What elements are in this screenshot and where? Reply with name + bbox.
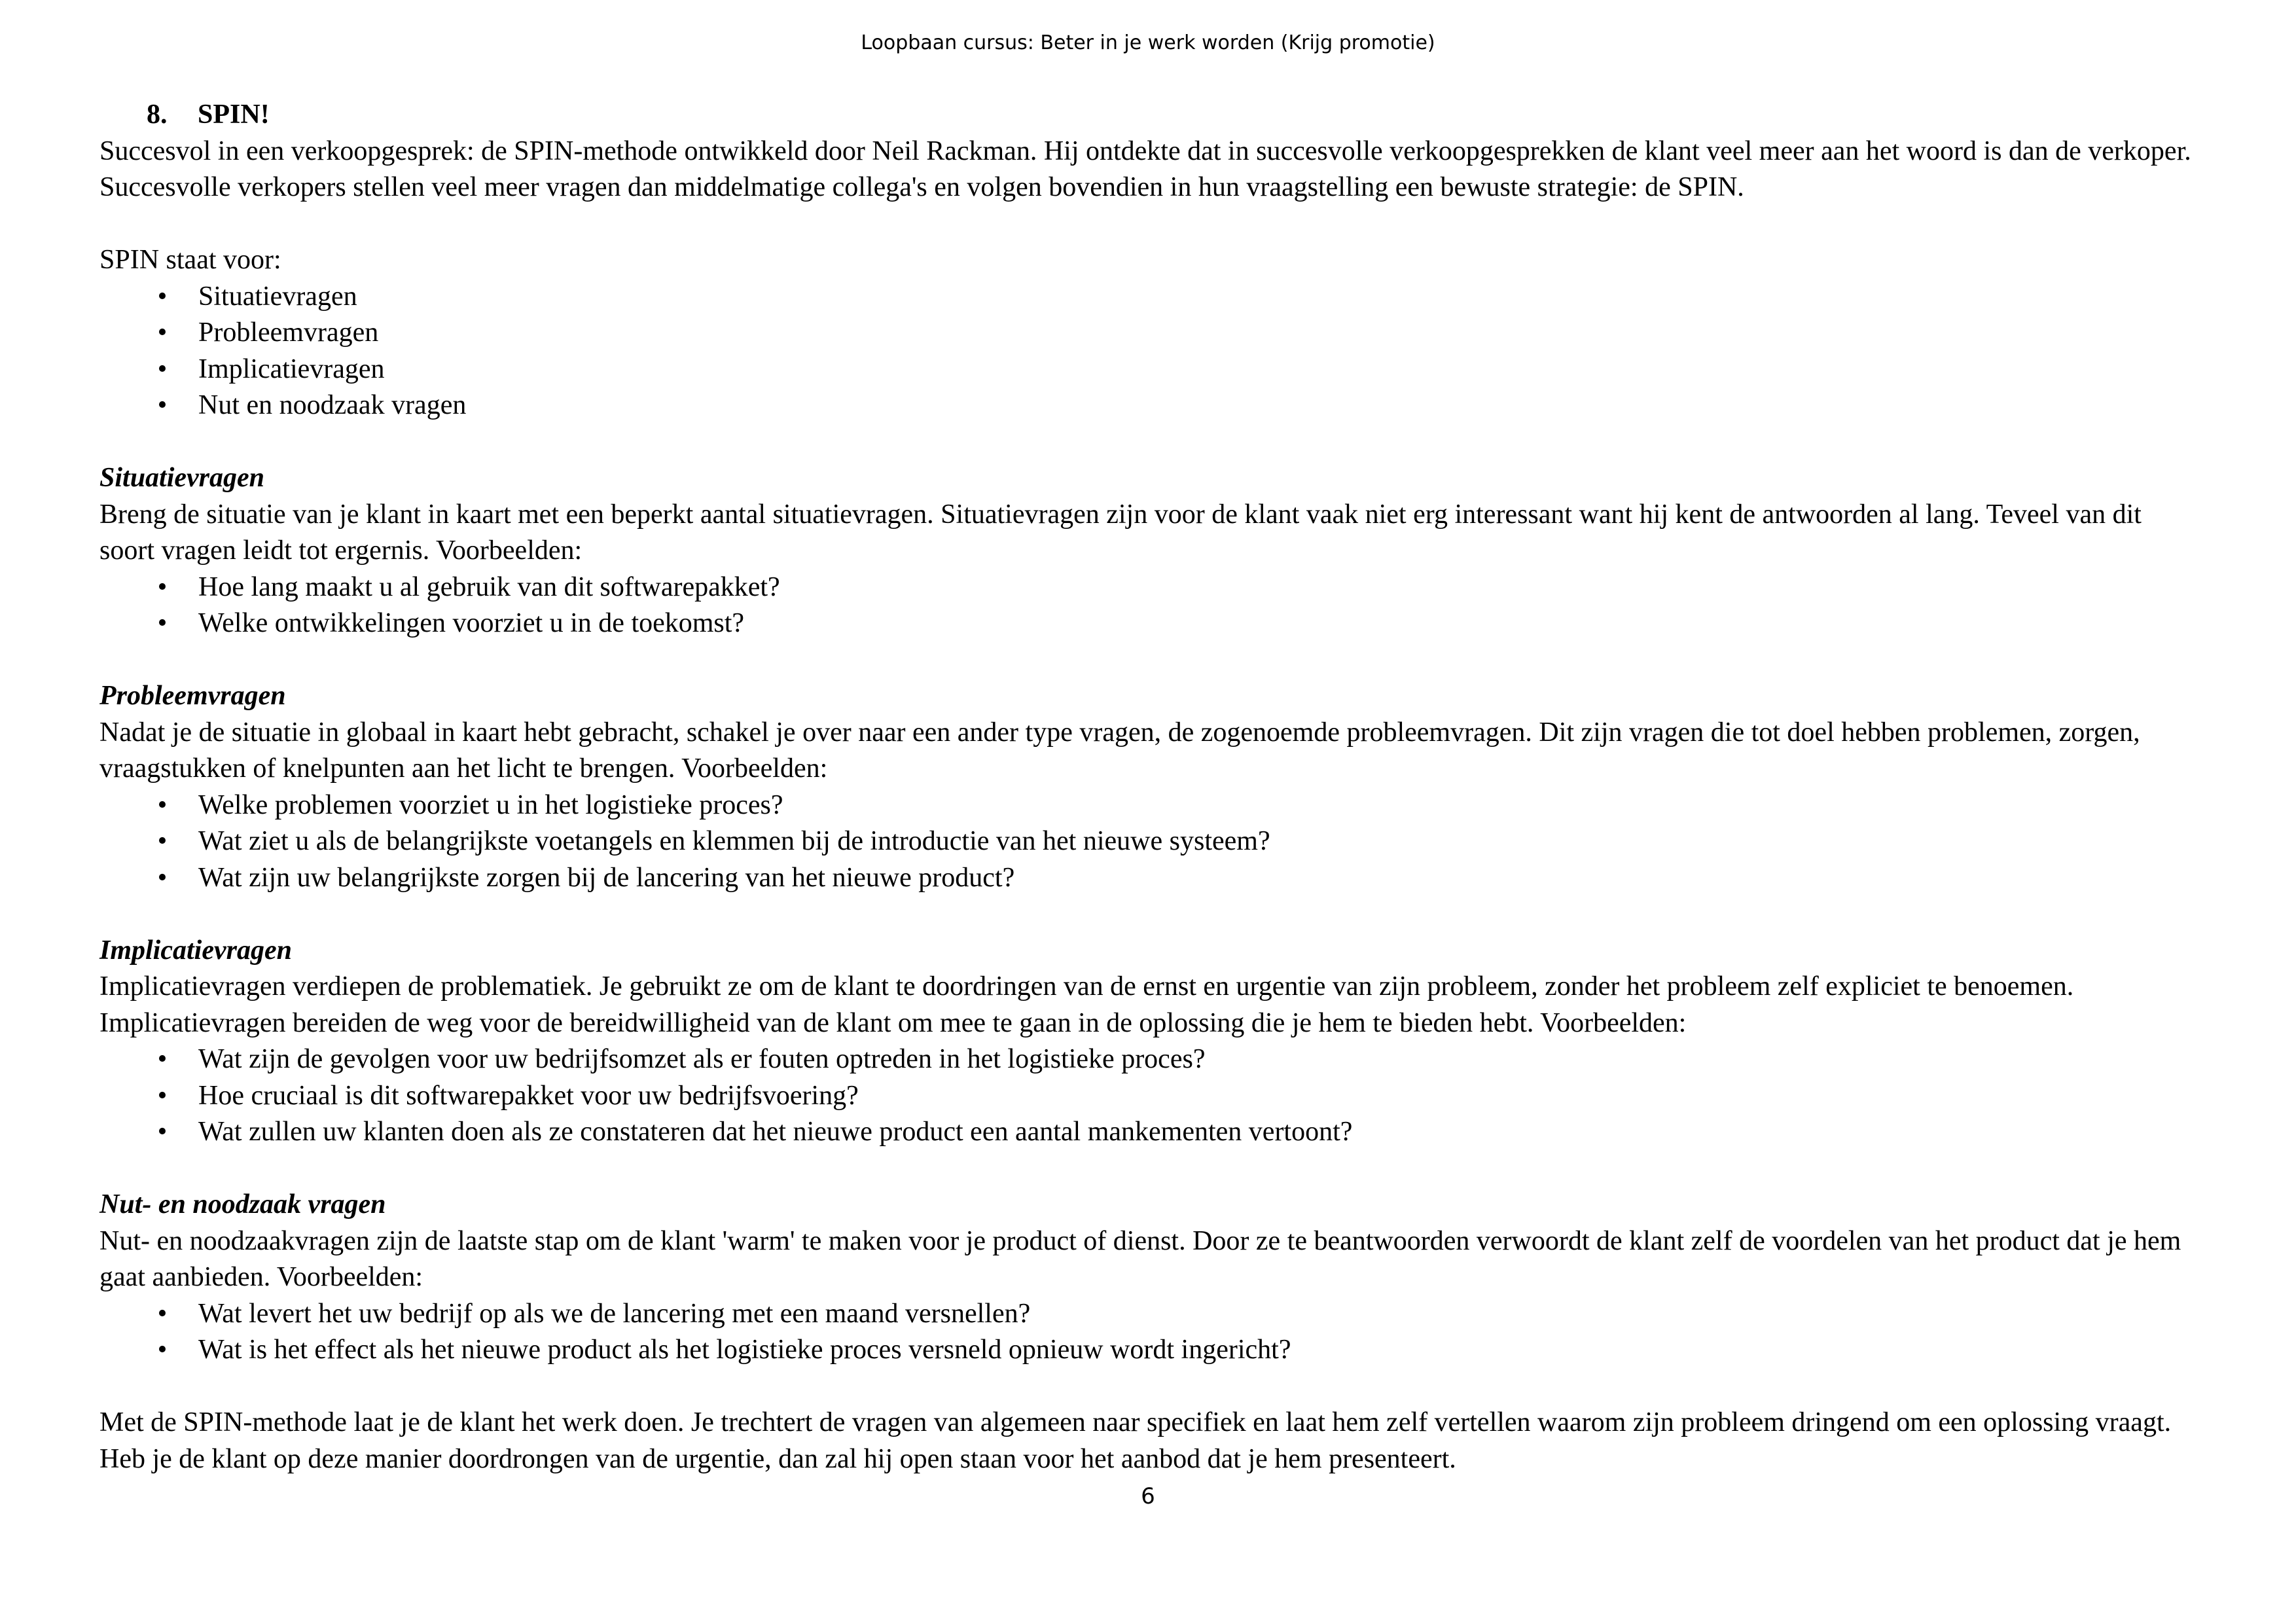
section-title: SPIN!	[198, 99, 270, 130]
spacer	[99, 424, 2194, 461]
subsection-heading: Probleemvragen	[99, 681, 286, 711]
bullet-icon: •	[157, 789, 168, 820]
list-item-text: Wat levert het uw bedrijf op als we de lancering met een maand versnellen?	[198, 1298, 1031, 1329]
subsection-body: Implicatievragen verdiepen de problematiek. Je gebruikt ze om de klant te doordringen van de ernst en urgentie van zijn probleem, zonder het probleem zelf expliciet te benoemen. Implicatievragen bereiden de weg voor de bereidwilligheid van de klant om mee te gaan in de oplossing die je hem te bieden hebt. Voorbeelden:	[99, 971, 2074, 1038]
subsection-heading: Implicatievragen	[99, 935, 292, 965]
spin-lead: SPIN staat voor:	[99, 245, 281, 275]
list-item-text: Hoe cruciaal is dit softwarepakket voor uw bedrijfsvoering?	[198, 1080, 859, 1111]
list-item	[99, 823, 2194, 860]
list-item	[99, 315, 2194, 352]
list-item-text: Hoe lang maakt u al gebruik van dit softwarepakket?	[198, 571, 780, 602]
list-item	[99, 1296, 2194, 1333]
subsection-heading: Nut- en noodzaak vragen	[99, 1189, 386, 1219]
bullet-icon: •	[157, 1298, 168, 1329]
spin-list	[99, 279, 2194, 424]
list-item-text: Wat ziet u als de belangrijkste voetangels en klemmen bij de introductie van het nieuwe systeem?	[198, 826, 1270, 856]
list-item	[99, 388, 2194, 424]
bullet-icon: •	[157, 1335, 168, 1365]
subsection-heading: Situatievragen	[99, 463, 265, 493]
list-item-text: Situatievragen	[198, 281, 357, 312]
spacer	[99, 1369, 2194, 1405]
subsection-body: Nut- en noodzaakvragen zijn de laatste stap om de klant 'warm' te maken voor je product of dienst. Door ze te beantwoorden verwoordt de klant zelf de voordelen van het product dat je hem gaat aanbieden. Voorbeelden:	[99, 1225, 2181, 1292]
list-item	[99, 787, 2194, 824]
list-item	[99, 569, 2194, 606]
bullet-icon: •	[157, 862, 168, 893]
bullet-icon: •	[157, 1117, 168, 1147]
list-item	[99, 1041, 2194, 1078]
example-list	[99, 569, 2194, 642]
example-list	[99, 1296, 2194, 1369]
subsection-body: Nadat je de situatie in globaal in kaart hebt gebracht, schakel je over naar een ander type vragen, de zogenoemde probleemvragen. Dit zijn vragen die tot doel hebben problemen, zorgen, vraagstukken of knelpunten aan het licht te brengen. Voorbeelden:	[99, 717, 2140, 784]
page-content	[99, 97, 2194, 1477]
list-item-text: Welke ontwikkelingen voorziet u in de toekomst?	[198, 608, 745, 638]
bullet-icon: •	[157, 826, 168, 856]
list-item	[99, 605, 2194, 642]
list-item-text: Wat zijn uw belangrijkste zorgen bij de lancering van het nieuwe product?	[198, 862, 1015, 893]
list-item-text: Probleemvragen	[198, 317, 379, 348]
intro-paragraph: Succesvol in een verkoopgesprek: de SPIN-methode ontwikkeld door Neil Rackman. Hij ontdekte dat in succesvolle verkoopgesprekken de klant veel meer aan het woord is dan de verkoper. Succesvolle verkopers stellen veel meer vragen dan middelmatige collega's en volgen bovendien in hun vraagstelling een bewuste strategie: de SPIN.	[99, 135, 2191, 202]
bullet-icon: •	[157, 608, 168, 638]
page-number: 6	[1141, 1483, 1155, 1509]
bullet-icon: •	[157, 317, 168, 348]
list-item	[99, 352, 2194, 388]
list-item	[99, 279, 2194, 316]
bullet-icon: •	[157, 1080, 168, 1111]
section-heading	[99, 97, 2194, 134]
section-number: 8.	[147, 99, 168, 130]
bullet-icon: •	[157, 571, 168, 602]
list-item	[99, 1078, 2194, 1115]
spacer	[99, 206, 2194, 243]
list-item-text: Wat zullen uw klanten doen als ze constateren dat het nieuwe product een aantal mankementen vertoont?	[198, 1117, 1353, 1147]
list-item-text: Implicatievragen	[198, 353, 385, 384]
spacer	[99, 896, 2194, 933]
bullet-icon: •	[157, 353, 168, 384]
list-item	[99, 1114, 2194, 1151]
list-item-text: Wat is het effect als het nieuwe product als het logistieke proces versneld opnieuw wordt ingericht?	[198, 1335, 1291, 1365]
list-item	[99, 1332, 2194, 1369]
example-list	[99, 787, 2194, 897]
running-header: Loopbaan cursus: Beter in je werk worden (Krijg promotie)	[861, 31, 1435, 54]
list-item	[99, 860, 2194, 897]
subsection-body: Breng de situatie van je klant in kaart met een beperkt aantal situatievragen. Situatievragen zijn voor de klant vaak niet erg interessant want hij kent de antwoorden al lang. Teveel van dit soort vragen leidt tot ergernis. Voorbeelden:	[99, 499, 2142, 566]
bullet-icon: •	[157, 281, 168, 312]
example-list	[99, 1041, 2194, 1151]
spacer	[99, 1151, 2194, 1187]
list-item-text: Nut en noodzaak vragen	[198, 390, 467, 420]
conclusion-paragraph: Met de SPIN-methode laat je de klant het werk doen. Je trechtert de vragen van algemeen naar specifiek en laat hem zelf vertellen waarom zijn probleem dringend om een oplossing vraagt. Heb je de klant op deze manier doordrongen van de urgentie, dan zal hij open staan voor het aanbod dat je hem presenteert.	[99, 1407, 2172, 1474]
spacer	[99, 642, 2194, 679]
list-item-text: Wat zijn de gevolgen voor uw bedrijfsomzet als er fouten optreden in het logistieke proces?	[198, 1044, 1206, 1074]
bullet-icon: •	[157, 1044, 168, 1074]
list-item-text: Welke problemen voorziet u in het logistieke proces?	[198, 789, 783, 820]
bullet-icon: •	[157, 390, 168, 420]
